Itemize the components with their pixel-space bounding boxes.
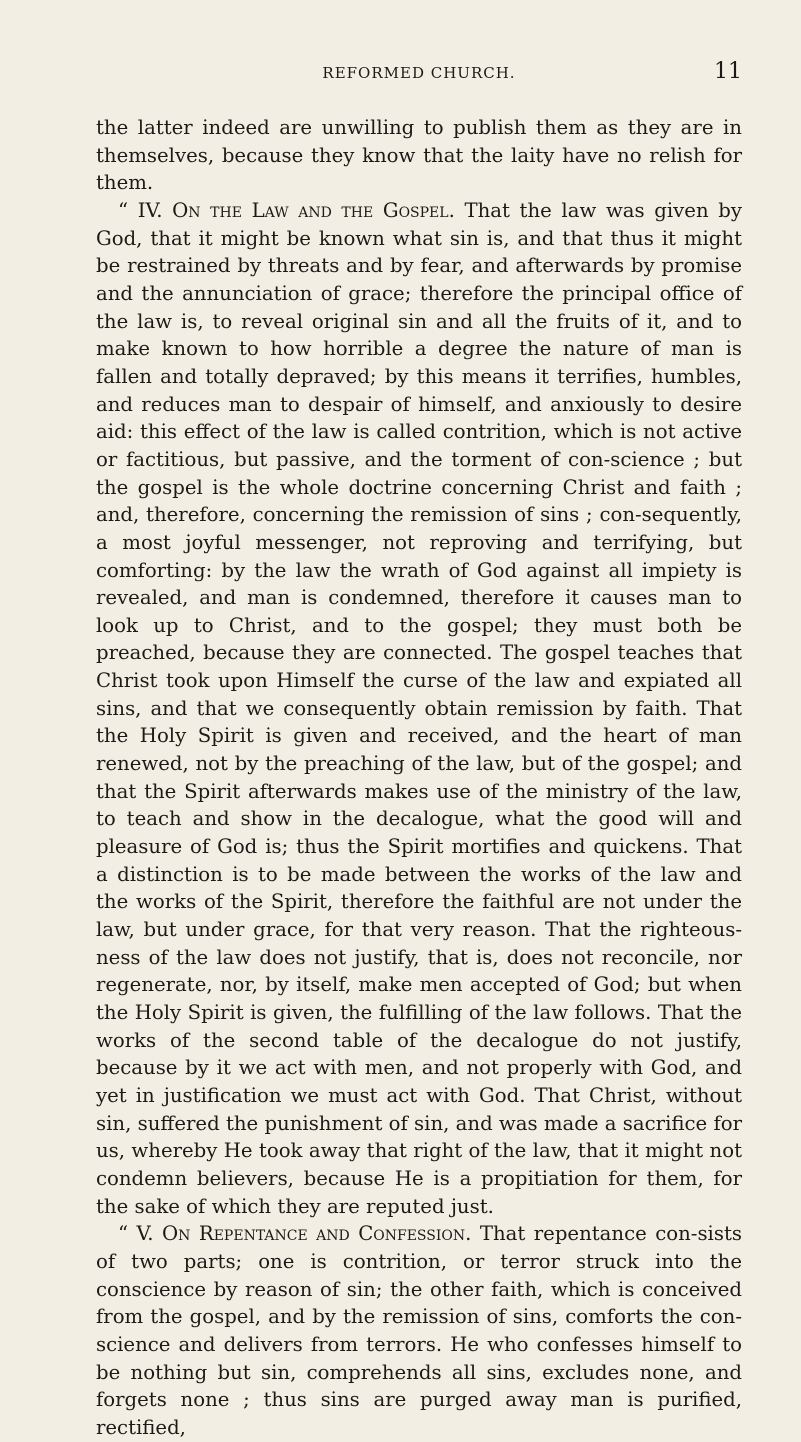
running-head: REFORMED CHURCH.: [322, 64, 516, 82]
paragraph-repentance: [96, 1220, 742, 1441]
section-heading: On Repentance and Confession.: [162, 1222, 472, 1246]
page-number: 11: [714, 59, 742, 84]
body-text: [96, 114, 742, 1442]
section-number: “ IV.: [118, 198, 163, 222]
paragraph-text: That repentance con-sists of two parts; one is contrition, or terror struck into the conscience by reason of sin; the other faith, which is conceived from the gospel, and by the remission of sins, comforts the con-science and delivers from terrors. He who confesses himself to be nothing but sin, comprehends all sins, excludes none, and forgets none ; thus sins are purged away man is purified, rectified,: [96, 1222, 742, 1439]
paragraph-continuation: [96, 114, 742, 197]
section-heading: On the Law and the Gospel.: [172, 198, 455, 222]
page-header: [96, 58, 742, 88]
paragraph-text: the latter indeed are unwilling to publish them as they are in themselves, because they know that the laity have no relish for them.: [96, 116, 742, 195]
paragraph-text: That the law was given by God, that it might be known what sin is, and that thus it might be restrained by threats and by fear, and afterwards by promise and the annunciation of grace; therefore the principal office of the law is, to reveal original sin and all the fruits of it, and to make known to how horrible a degree the nature of man is fallen and totally depraved; by this means it terrifies, humbles, and reduces man to despair of himself, and anxiously to desire aid: this effect of the law is called contrition, which is not active or factitious, but passive, and the torment of con-science ; but the gospel is the whole doctrine concerning Christ and faith ; and, therefore, concerning the remission of sins ; con-sequently, a most joyful messenger, not reproving and terrifying, but comforting: by the law the wrath of God against all impiety is revealed, and man is condemned, therefore it causes man to look up to Christ, and to the gospel; they must both be preached, because they are connected. The gospel teaches that Christ took upon Himself the curse of the law and expiated all sins, and that we consequently obtain remission by faith. That the Holy Spirit is given and received, and the heart of man renewed, not by the preaching of the law, but of the gospel; and that the Spirit afterwards makes use of the ministry of the law, to teach and show in the decalogue, what the good will and pleasure of God is; thus the Spirit mortifies and quickens. That a distinction is to be made between the works of the law and the works of the Spirit, therefore the faithful are not under the law, but under grace, for that very reason. That the righteous-ness of the law does not justify, that is, does not reconcile, nor regenerate, nor, by itself, make men accepted of God; but when the Holy Spirit is given, the fulfilling of the law follows. That the works of the second table of the decalogue do not justify, because by it we act with men, and not properly with God, and yet in justification we must act with God. That Christ, without sin, suffered the punishment of sin, and was made a sacrifice for us, whereby He took away that right of the law, that it might not condemn believers, because He is a propitiation for them, for the sake of which they are reputed just.: [96, 198, 742, 1218]
paragraph-law-and-gospel: [96, 197, 742, 1220]
section-number: “ V.: [118, 1222, 154, 1246]
